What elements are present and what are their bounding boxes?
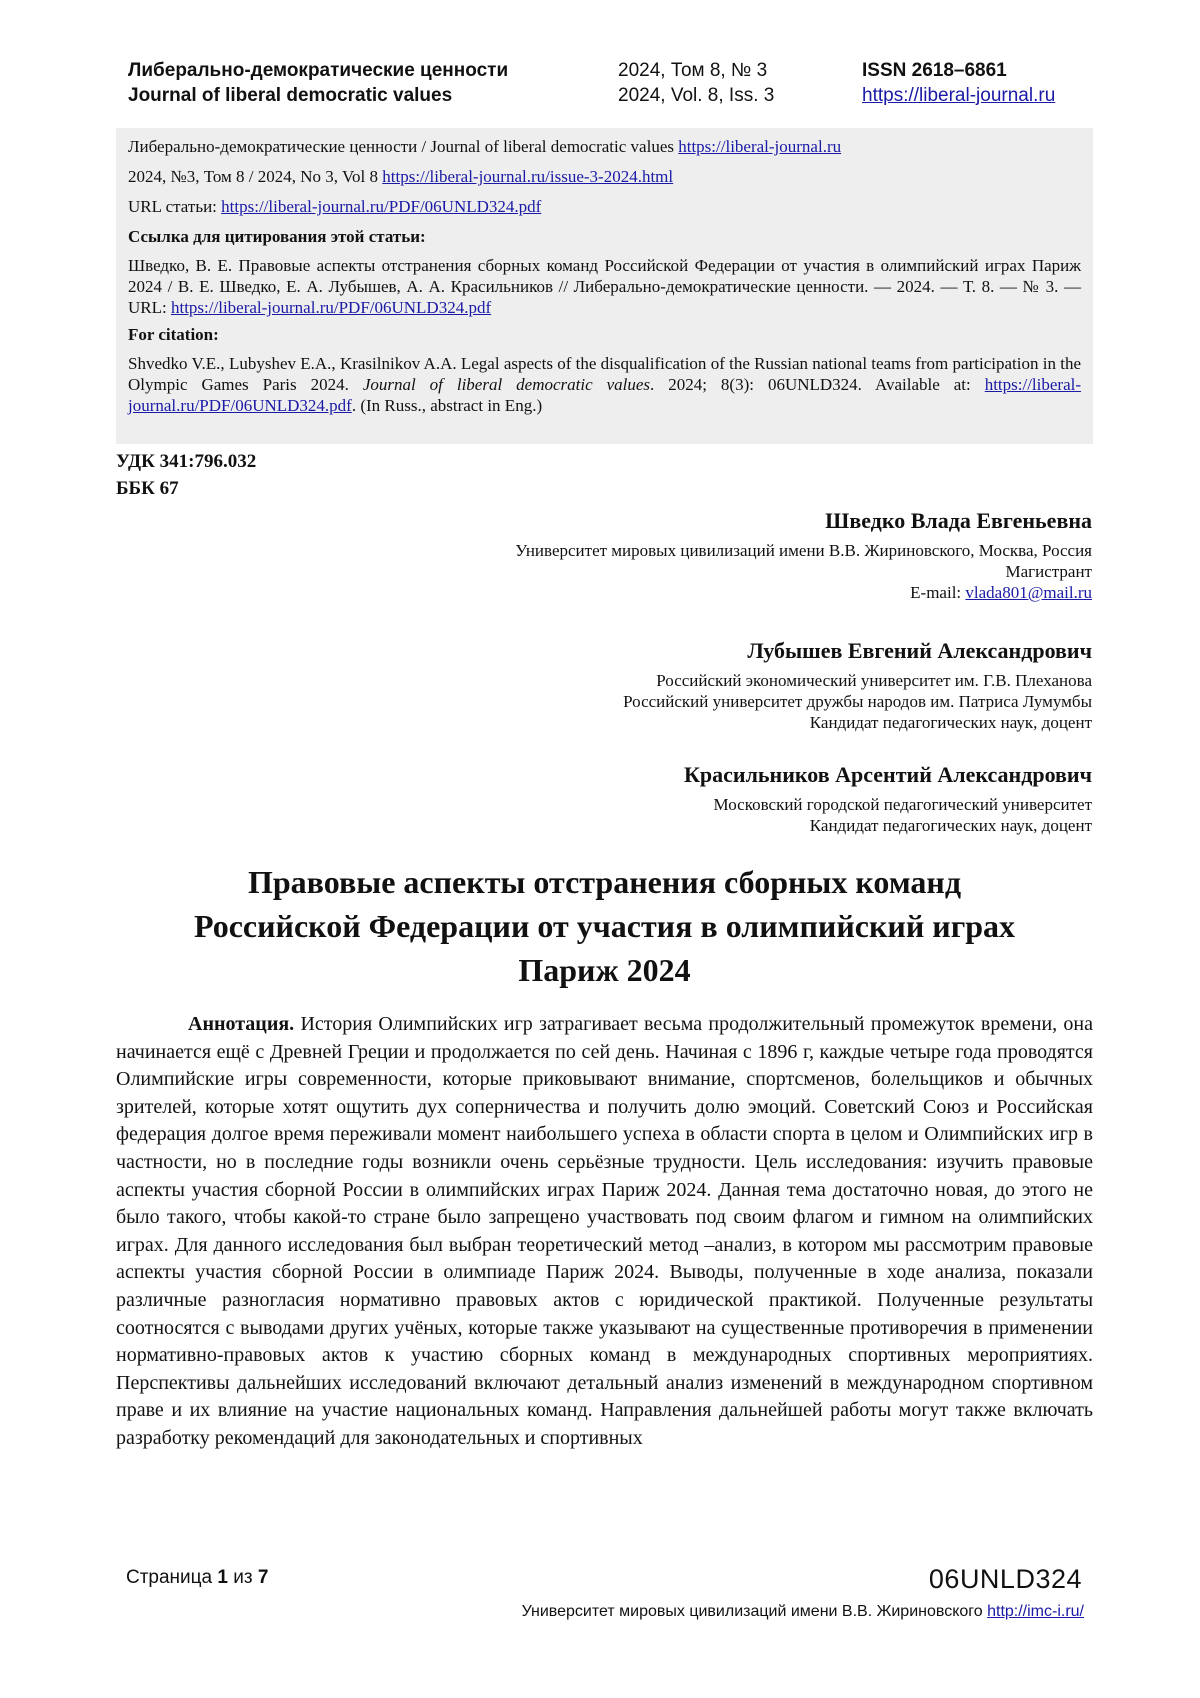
- cite-en-heading: For citation:: [128, 325, 219, 344]
- author-block-3: [684, 760, 1092, 836]
- author-block-1: [515, 506, 1092, 603]
- issue-en: 2024, Vol. 8, Iss. 3: [618, 85, 775, 106]
- author-degree: Магистрант: [1005, 562, 1092, 581]
- author-email: [515, 582, 1092, 603]
- issn: ISSN 2618–6861: [862, 60, 1007, 81]
- page-of: из: [227, 1567, 258, 1588]
- cite-en-journal: Journal of liberal democratic values: [362, 375, 651, 394]
- cite-line-journal: [128, 136, 1081, 157]
- footer-university-link[interactable]: http://imc-i.ru/: [987, 1603, 1084, 1620]
- article-title: [116, 860, 1093, 992]
- cite-en-text: [128, 353, 1081, 416]
- cite-line-url-text: URL статьи:: [128, 197, 222, 216]
- cite-article-link[interactable]: https://liberal-journal.ru/PDF/06UNLD324.pdf: [221, 197, 542, 216]
- cite-ru-text: [128, 255, 1081, 318]
- abstract-label: Аннотация.: [188, 1013, 295, 1035]
- page-prefix: Страница: [126, 1567, 218, 1588]
- classification-codes: [116, 448, 256, 502]
- cite-issue-link[interactable]: https://liberal-journal.ru/issue-3-2024.html: [382, 167, 674, 186]
- author-affiliation: Российский университет дружбы народов им. Патриса Лумумбы: [623, 692, 1092, 711]
- abstract: [116, 1011, 1093, 1453]
- cite-line-url: [128, 196, 1081, 217]
- issue-ru: 2024, Том 8, № 3: [618, 60, 768, 81]
- author-affiliation: Университет мировых цивилизаций имени В.В. Жириновского, Москва, Россия: [515, 541, 1092, 560]
- journal-site-link[interactable]: https://liberal-journal.ru: [862, 85, 1056, 106]
- page-number: 1: [217, 1567, 228, 1588]
- citation-box: [116, 128, 1093, 444]
- page-total: 7: [257, 1567, 269, 1588]
- cite-en-link[interactable]: https://liberal-journal.ru/PDF/06UNLD324.pdf: [128, 375, 1082, 415]
- title-line-3: Париж 2024: [518, 952, 691, 988]
- journal-issn-block: [862, 58, 1055, 108]
- author-email-link[interactable]: vlada801@mail.ru: [965, 583, 1092, 602]
- article-code: 06UNLD324: [928, 1564, 1082, 1594]
- page-counter: [126, 1567, 268, 1589]
- author-name: Шведко Влада Евгеньевна: [825, 508, 1092, 533]
- author-degree: Кандидат педагогических наук, доцент: [809, 816, 1092, 835]
- author-name: Красильников Арсентий Александрович: [683, 762, 1092, 787]
- author-name: Лубышев Евгений Александрович: [747, 638, 1092, 663]
- journal-issue: [618, 58, 774, 108]
- cite-line-issue-text: 2024, №3, Том 8 / 2024, No 3, Vol 8: [128, 167, 383, 186]
- author-block-2: [623, 636, 1092, 733]
- cite-line-issue: [128, 166, 1081, 187]
- cite-line-journal-text: Либерально-демократические ценности / Journal of liberal democratic values: [128, 137, 679, 156]
- author-affiliation: Российский экономический университет им. Г.В. Плеханова: [656, 671, 1092, 690]
- cite-en-body-b: . 2024; 8(3): 06UNLD324. Available at:: [650, 375, 985, 394]
- cite-ru-heading: Ссылка для цитирования этой статьи:: [128, 227, 426, 246]
- email-label: E-mail:: [910, 583, 966, 602]
- journal-name-en: Journal of liberal democratic values: [128, 85, 453, 106]
- title-line-2: Российской Федерации от участия в олимпийский играх: [193, 908, 1016, 944]
- footer-university: [522, 1603, 1084, 1621]
- journal-name-ru: Либерально-демократические ценности: [128, 60, 509, 81]
- journal-name: [128, 58, 508, 108]
- bbk-code: ББК 67: [116, 478, 179, 499]
- abstract-text: История Олимпийских игр затрагивает весьма продолжительный промежуток времени, она начинается ещё с Древней Греции и продолжается по сей день. Начиная с 1896 г, каждые четыре года проводятся Олимпийские игры современности, которые приковывают внимание, спортсменов, болельщиков и обычных зрителей, которые хотят ощутить дух соперничества и получить долю эмоций. Советский Союз и Российская федерация долгое время переживали момент наибольшего успеха в области спорта в целом и Олимпийских игр в частности, но в последние годы возникли очень серьёзные трудности. Цель исследования: изучить правовые аспекты участия сборной России в олимпийских играх Париж 2024. Данная тема достаточно новая, до этого не было такого, чтобы какой-то стране было запрещено участвовать под своим флагом и гимном на олимпийских играх. Для данного исследования был выбран теоретический метод –анализ, в котором мы рассмотрим правовые аспекты участия сборной России в олимпиаде Париж 2024. Выводы, полученные в ходе анализа, показали различные разногласия нормативно правовых актов с юридической практикой. Полученные результаты соотносятся с выводами других учёных, которые также указывают на существенные противоречия в применении нормативно-правовых актов к участию сборных команд в международных спортивных мероприятиях. Перспективы дальнейших исследований включают детальный анализ изменений в международном спортивном праве и их влияние на участие национальных команд. Направления дальнейшей работы могут также включать разработку рекомендаций для законодательных и спортивных: [116, 1013, 1093, 1449]
- cite-en-body-c: . (In Russ., abstract in Eng.): [351, 396, 543, 415]
- author-affiliation: Московский городской педагогический университет: [713, 795, 1092, 814]
- title-line-1: Правовые аспекты отстранения сборных команд: [247, 864, 962, 900]
- cite-ru-body: Шведко, В. Е. Правовые аспекты отстранения сборных команд Российской Федерации от участия в олимпийский играх Париж 2024 / В. Е. Шведко, Е. А. Лубышев, А. А. Красильников // Либерально-демократические ценности. — 2024. — Т. 8. — № 3. — URL:: [128, 256, 1081, 317]
- cite-ru-link[interactable]: https://liberal-journal.ru/PDF/06UNLD324.pdf: [170, 298, 492, 317]
- footer-university-text: Университет мировых цивилизаций имени В.В. Жириновского: [521, 1603, 988, 1620]
- author-degree: Кандидат педагогических наук, доцент: [809, 713, 1092, 732]
- cite-journal-link[interactable]: https://liberal-journal.ru: [678, 137, 842, 156]
- cite-en-body-a: Shvedko V.E., Lubyshev E.A., Krasilnikov A.A. Legal aspects of the disqualification of the Russian national teams from participation in the Olympic Games Paris 2024.: [128, 354, 1081, 394]
- udk-code: УДК 341:796.032: [116, 451, 257, 472]
